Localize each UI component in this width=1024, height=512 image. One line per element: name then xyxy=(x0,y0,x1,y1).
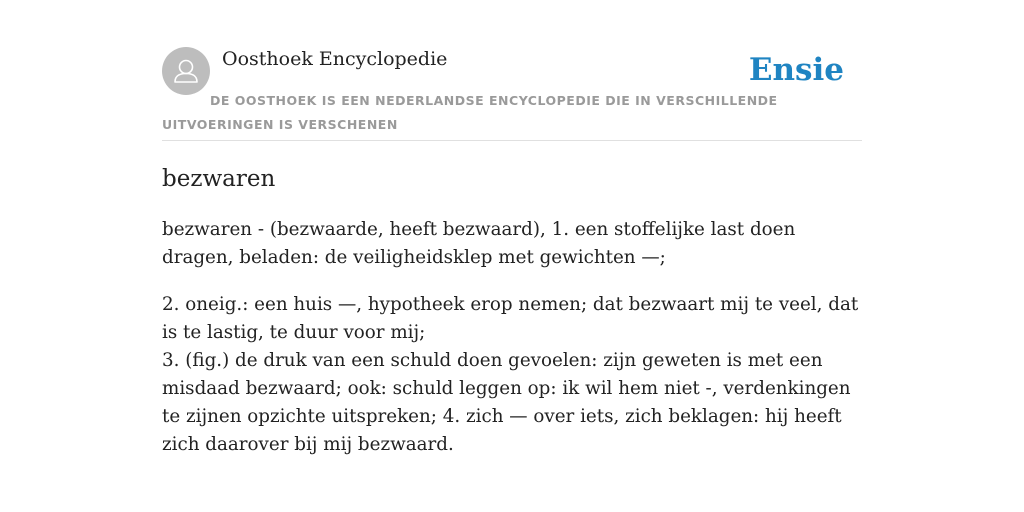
definition-paragraph: bezwaren - (bezwaarde, heeft bezwaard), 1. een stoffelijke last doen dragen, beladen: de veiligheidsklep met gewichten —; xyxy=(162,219,796,268)
avatar[interactable] xyxy=(162,47,210,95)
user-icon xyxy=(162,47,210,95)
author-name[interactable]: Oosthoek Encyclopedie xyxy=(222,48,448,70)
definition-line: 2. oneig.: een huis —, hypotheek erop nemen; dat bezwaart mij te veel, dat is te lastig, te duur voor mij; xyxy=(162,294,859,343)
entry-content xyxy=(162,216,862,478)
definition-line: 3. (fig.) de druk van een schuld doen gevoelen: zijn geweten is met een misdaad bezwaard; ook: schuld leggen op: ik wil hem niet -, verdenkingen te zijnen opzichte uitspreken; 4. zich — over iets, zich beklagen: hij heeft zich daarover bij mij bezwaard. xyxy=(162,350,851,455)
author-description: DE OOSTHOEK IS EEN NEDERLANDSE ENCYCLOPEDIE DIE IN VERSCHILLENDE UITVOERINGEN IS VERSCHENEN xyxy=(162,93,778,132)
site-logo[interactable]: Ensie xyxy=(748,52,844,88)
definition-paragraph xyxy=(162,291,862,459)
page-container xyxy=(162,0,862,455)
header xyxy=(162,0,862,141)
page-title: bezwaren xyxy=(162,166,276,192)
